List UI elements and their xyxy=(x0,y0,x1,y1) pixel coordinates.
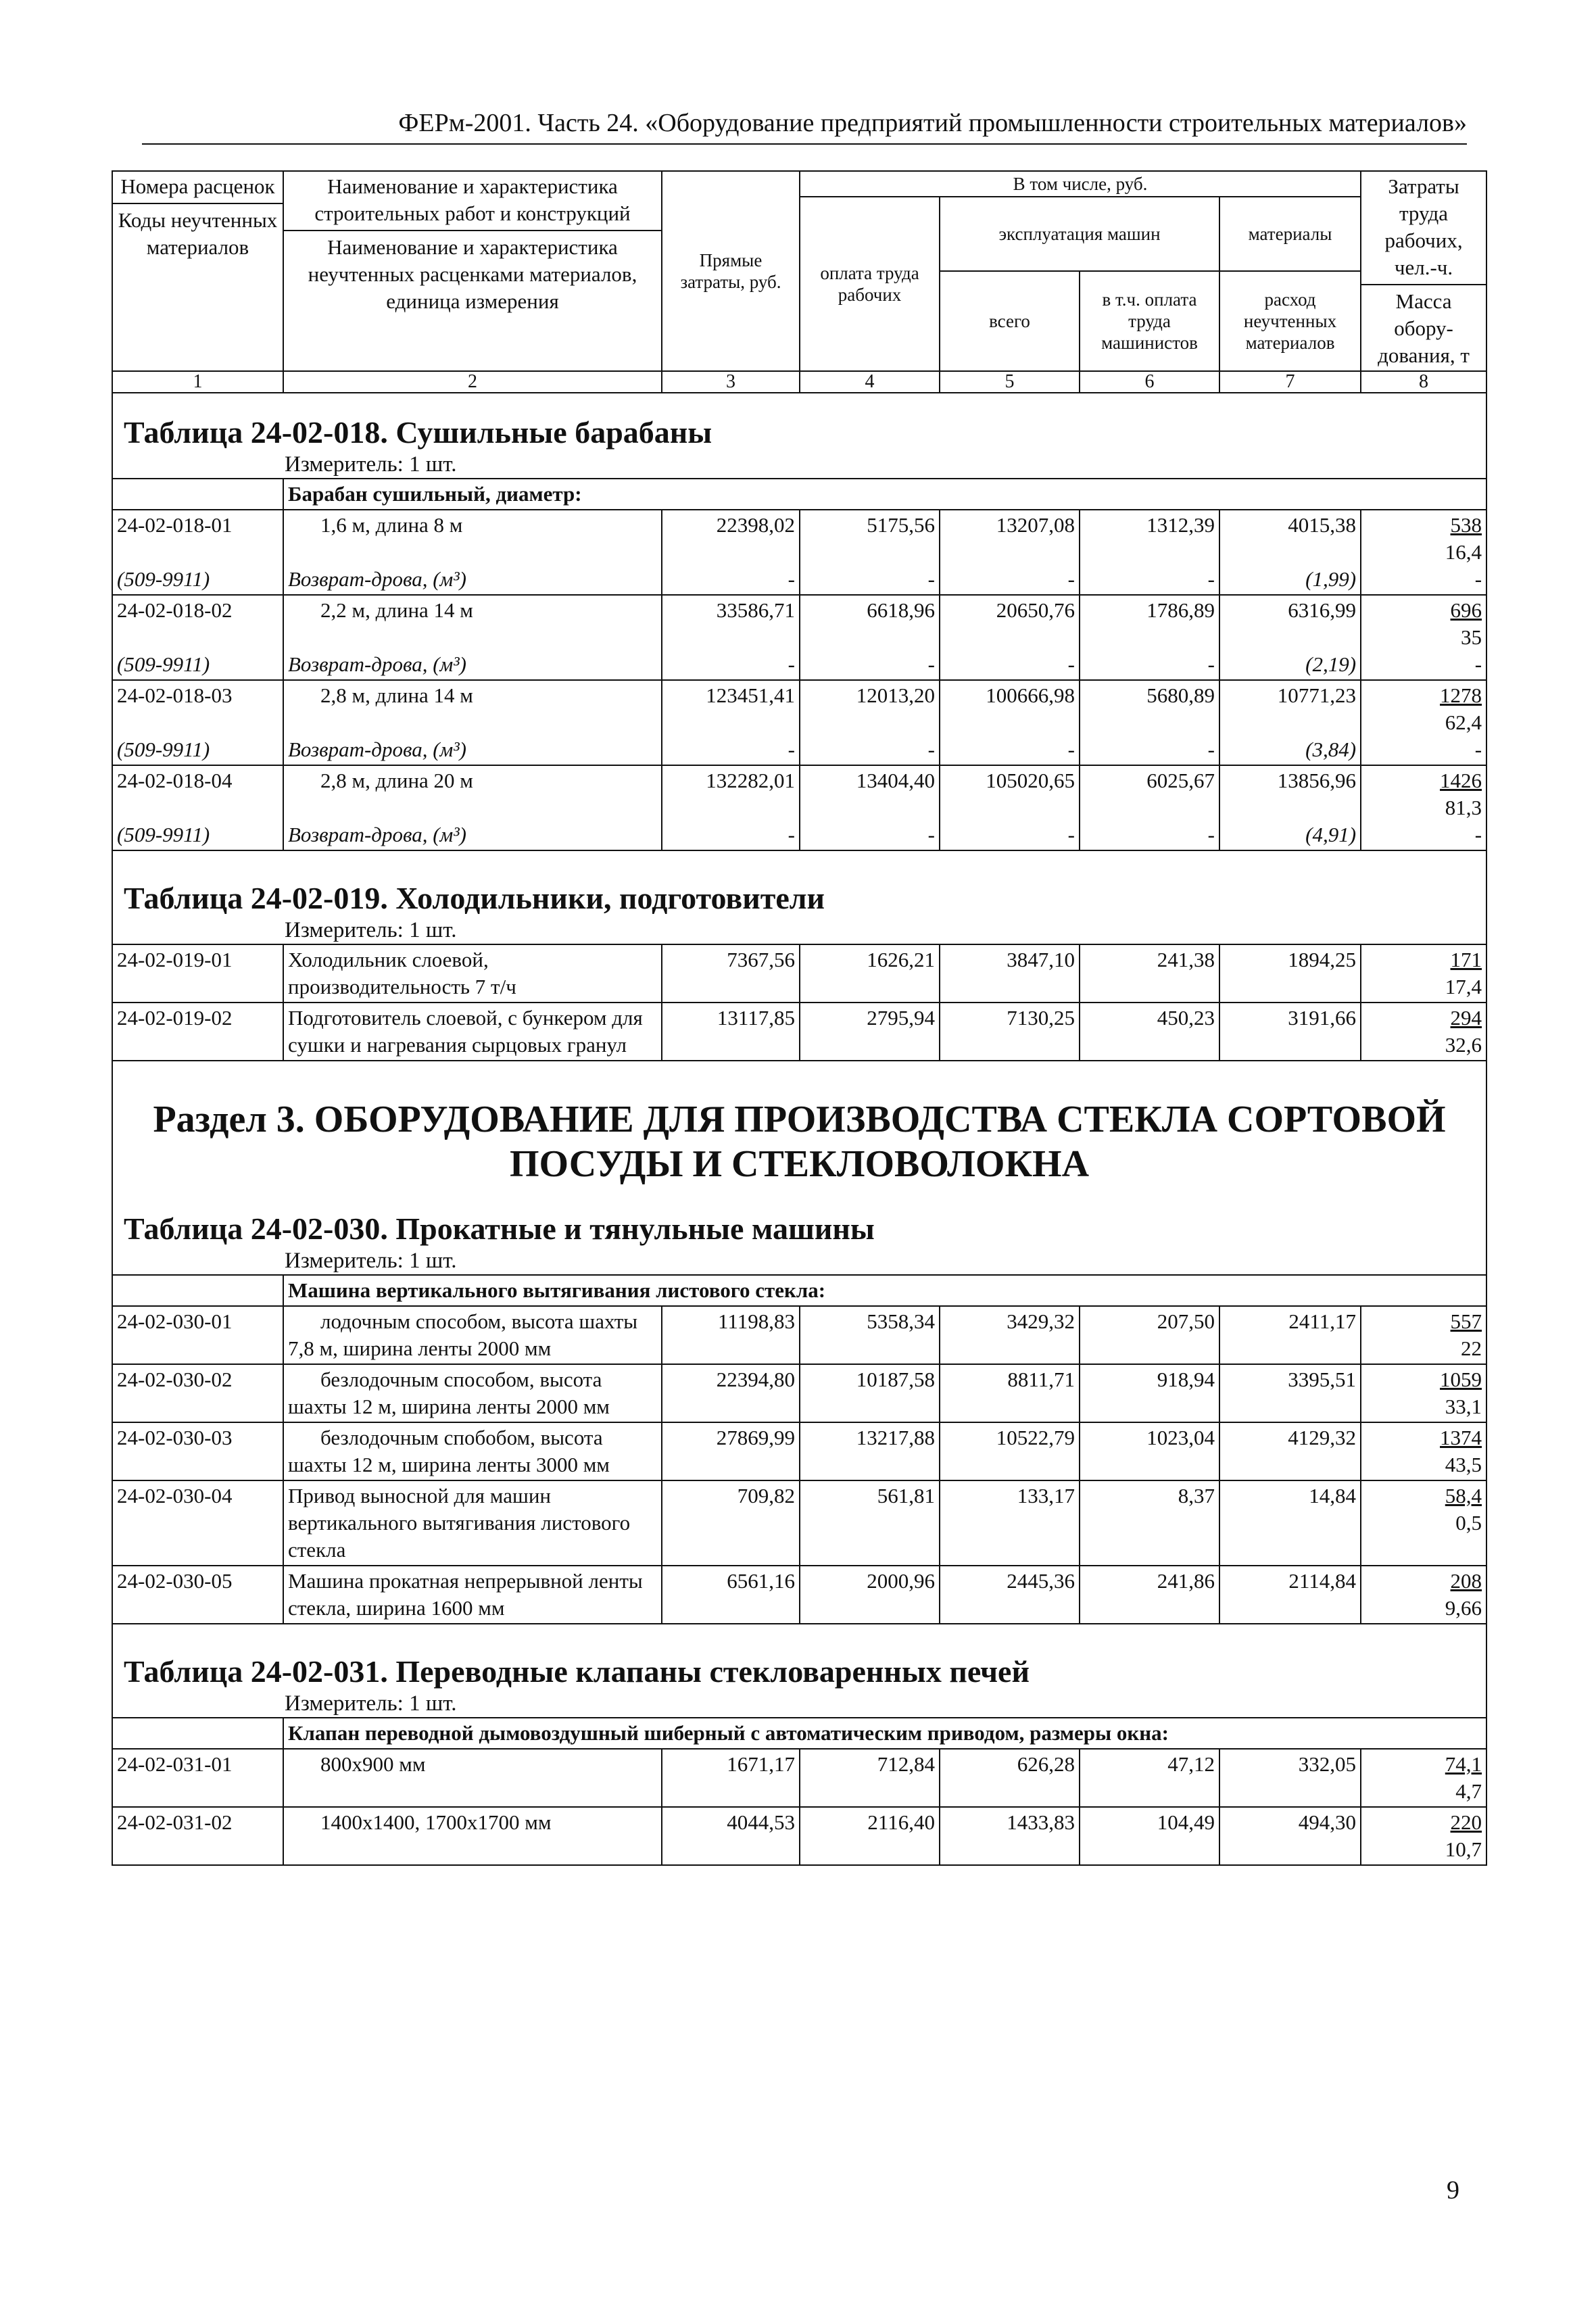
labor-pay: 561,81 xyxy=(800,1480,940,1566)
work-name: Подготовитель слоевой, с бункером для сушки и нагревания сырцовых гранул xyxy=(283,1003,662,1061)
labor-hours-and-mass: 208 9,66 xyxy=(1361,1566,1486,1624)
work-name: Машина прокатная непрерывной ленты стекла, ширина 1600 мм xyxy=(283,1566,662,1624)
col-header-1-top: Номера расценок xyxy=(113,172,283,204)
work-name: 1,6 м, длина 8 м Возврат-дрова, (м³) xyxy=(283,510,662,595)
machine-operators-pay: 241,38 xyxy=(1080,944,1219,1003)
table-title: Таблица 24-02-018. Сушильные барабаны xyxy=(124,415,712,450)
rate-code: 24-02-031-02 xyxy=(112,1807,283,1865)
work-name: 2,8 м, длина 14 м Возврат-дрова, (м³) xyxy=(283,680,662,765)
rates-table xyxy=(112,170,1487,1866)
col-header-2-top: Наименование и характеристика строительных работ и конструкций xyxy=(284,172,661,231)
machine-operators-pay: 241,86 xyxy=(1080,1566,1219,1624)
group-heading: Барабан сушильный, диаметр: xyxy=(283,479,1486,510)
labor-pay: 10187,58 xyxy=(800,1364,940,1422)
labor-hours-and-mass: 74,1 4,7 xyxy=(1361,1749,1486,1807)
materials: 3395,51 xyxy=(1219,1364,1361,1422)
materials: 2411,17 xyxy=(1219,1306,1361,1364)
col-header-labor: оплата труда рабочих xyxy=(800,197,940,371)
labor-pay: 13217,88 xyxy=(800,1422,940,1480)
work-name: безлодочным способом, высота шахты 12 м, ширина ленты 2000 мм xyxy=(283,1364,662,1422)
labor-pay: 712,84 xyxy=(800,1749,940,1807)
machine-operators-pay: 207,50 xyxy=(1080,1306,1219,1364)
materials: 1894,25 xyxy=(1219,944,1361,1003)
work-name: 1400х1400, 1700х1700 мм xyxy=(283,1807,662,1865)
material-code: (509-9911) xyxy=(117,652,210,676)
col-header-2-bottom: Наименование и характеристика неучтенных расценками материалов, единица измерения xyxy=(308,235,637,313)
labor-hours-and-mass: 1426 81,3 - xyxy=(1361,765,1486,850)
machine-operators-pay: 1786,89 - xyxy=(1080,595,1219,680)
table-row xyxy=(112,680,1486,765)
direct-costs: 132282,01 - xyxy=(662,765,800,850)
machines-total: 7130,25 xyxy=(940,1003,1080,1061)
materials: 14,84 xyxy=(1219,1480,1361,1566)
rate-code: 24-02-030-05 xyxy=(112,1566,283,1624)
section-heading-line-1: Раздел 3. ОБОРУДОВАНИЕ ДЛЯ ПРОИЗВОДСТВА СТЕКЛА СОРТОВОЙ xyxy=(153,1099,1446,1140)
labor-hours-and-mass: 1278 62,4 - xyxy=(1361,680,1486,765)
rate-code: 24-02-019-01 xyxy=(112,944,283,1003)
material-code: (509-9911) xyxy=(117,567,210,591)
rate-code: 24-02-031-01 xyxy=(112,1749,283,1807)
machines-total: 133,17 xyxy=(940,1480,1080,1566)
col-header-8-top: Затраты труда рабочих, чел.-ч. xyxy=(1361,172,1486,285)
col-number: 6 xyxy=(1080,371,1219,393)
material-name: Возврат-дрова, (м³) xyxy=(288,567,466,591)
labor-pay: 2116,40 xyxy=(800,1807,940,1865)
table-row xyxy=(112,1566,1486,1624)
machines-total: 10522,79 xyxy=(940,1422,1080,1480)
col-number: 4 xyxy=(800,371,940,393)
col-number: 1 xyxy=(112,371,283,393)
table-row xyxy=(112,510,1486,595)
labor-hours-and-mass: 538 16,4 - xyxy=(1361,510,1486,595)
rate-code: 24-02-019-02 xyxy=(112,1003,283,1061)
col-header-machine-operators: в т.ч. оплата труда машинистов xyxy=(1080,271,1219,371)
labor-hours-and-mass: 294 32,6 xyxy=(1361,1003,1486,1061)
materials: 4129,32 xyxy=(1219,1422,1361,1480)
section-heading-line-2: ПОСУДЫ И СТЕКЛОВОЛОКНА xyxy=(509,1143,1090,1185)
direct-costs: 7367,56 xyxy=(662,944,800,1003)
col-header-materials: материалы xyxy=(1219,197,1361,271)
machine-operators-pay: 1023,04 xyxy=(1080,1422,1219,1480)
col-header-direct-costs: Прямые затраты, руб. xyxy=(662,171,800,371)
rate-code: 24-02-030-02 xyxy=(112,1364,283,1422)
labor-pay: 1626,21 xyxy=(800,944,940,1003)
rate-code: 24-02-030-03 xyxy=(112,1422,283,1480)
labor-pay: 12013,20 - xyxy=(800,680,940,765)
page-number: 9 xyxy=(1447,2176,1459,2204)
table-row xyxy=(112,1422,1486,1480)
materials: 13856,96 (4,91) xyxy=(1219,765,1361,850)
materials: 2114,84 xyxy=(1219,1566,1361,1624)
labor-pay: 5358,34 xyxy=(800,1306,940,1364)
direct-costs: 22398,02 - xyxy=(662,510,800,595)
material-name: Возврат-дрова, (м³) xyxy=(288,652,466,676)
labor-pay: 2795,94 xyxy=(800,1003,940,1061)
col-header-unaccounted-materials: расход неучтенных материалов xyxy=(1219,271,1361,371)
rate-code: 24-02-018-03 (509-9911) xyxy=(112,680,283,765)
table-measure-unit: Измеритель: 1 шт. xyxy=(285,452,457,477)
machines-total: 13207,08 - xyxy=(940,510,1080,595)
rate-code: 24-02-030-01 xyxy=(112,1306,283,1364)
col-number: 8 xyxy=(1361,371,1486,393)
table-row xyxy=(112,1003,1486,1061)
machines-total: 626,28 xyxy=(940,1749,1080,1807)
direct-costs: 4044,53 xyxy=(662,1807,800,1865)
material-name: Возврат-дрова, (м³) xyxy=(288,823,466,846)
direct-costs: 709,82 xyxy=(662,1480,800,1566)
direct-costs: 27869,99 xyxy=(662,1422,800,1480)
machines-total: 100666,98 - xyxy=(940,680,1080,765)
table-row xyxy=(112,1807,1486,1865)
machines-total: 1433,83 xyxy=(940,1807,1080,1865)
direct-costs: 123451,41 - xyxy=(662,680,800,765)
material-code: (509-9911) xyxy=(117,823,210,846)
machines-total: 105020,65 - xyxy=(940,765,1080,850)
materials: 4015,38 (1,99) xyxy=(1219,510,1361,595)
table-title: Таблица 24-02-019. Холодильники, подготовители xyxy=(124,881,825,915)
machine-operators-pay: 47,12 xyxy=(1080,1749,1219,1807)
page-header: ФЕРм-2001. Часть 24. «Оборудование предприятий промышленности строительных материалов» xyxy=(398,109,1467,137)
labor-hours-and-mass: 58,4 0,5 xyxy=(1361,1480,1486,1566)
direct-costs: 11198,83 xyxy=(662,1306,800,1364)
work-name: Холодильник слоевой, производительность 7 т/ч xyxy=(283,944,662,1003)
machine-operators-pay: 104,49 xyxy=(1080,1807,1219,1865)
direct-costs: 22394,80 xyxy=(662,1364,800,1422)
material-name: Возврат-дрова, (м³) xyxy=(288,738,466,761)
header-rule xyxy=(142,143,1467,145)
table-title: Таблица 24-02-030. Прокатные и тянульные машины xyxy=(124,1211,875,1246)
table-row xyxy=(112,595,1486,680)
machine-operators-pay: 1312,39 - xyxy=(1080,510,1219,595)
table-row xyxy=(112,1306,1486,1364)
machine-operators-pay: 918,94 xyxy=(1080,1364,1219,1422)
col-number: 3 xyxy=(662,371,800,393)
labor-hours-and-mass: 696 35 - xyxy=(1361,595,1486,680)
work-name: Привод выносной для машин вертикального вытягивания листового стекла xyxy=(283,1480,662,1566)
rate-code: 24-02-018-01 (509-9911) xyxy=(112,510,283,595)
machine-operators-pay: 8,37 xyxy=(1080,1480,1219,1566)
materials: 494,30 xyxy=(1219,1807,1361,1865)
machines-total: 8811,71 xyxy=(940,1364,1080,1422)
col-number: 5 xyxy=(940,371,1080,393)
col-header-1-bottom: Коды неучтенных материалов xyxy=(118,208,278,259)
machine-operators-pay: 450,23 xyxy=(1080,1003,1219,1061)
empty-cell xyxy=(112,1275,283,1306)
labor-hours-and-mass: 1374 43,5 xyxy=(1361,1422,1486,1480)
col-header-8 xyxy=(1361,171,1486,371)
col-number: 2 xyxy=(283,371,662,393)
col-header-including: В том числе, руб. xyxy=(800,171,1361,197)
labor-pay: 13404,40 - xyxy=(800,765,940,850)
direct-costs: 13117,85 xyxy=(662,1003,800,1061)
work-name: безлодочным спобобом, высота шахты 12 м, ширина ленты 3000 мм xyxy=(283,1422,662,1480)
table-measure-unit: Измеритель: 1 шт. xyxy=(285,918,457,942)
col-number: 7 xyxy=(1219,371,1361,393)
table-row xyxy=(112,944,1486,1003)
direct-costs: 6561,16 xyxy=(662,1566,800,1624)
rate-code: 24-02-018-04 (509-9911) xyxy=(112,765,283,850)
work-name: лодочным способом, высота шахты 7,8 м, ширина ленты 2000 мм xyxy=(283,1306,662,1364)
labor-pay: 2000,96 xyxy=(800,1566,940,1624)
materials: 10771,23 (3,84) xyxy=(1219,680,1361,765)
empty-cell xyxy=(112,1718,283,1749)
machines-total: 2445,36 xyxy=(940,1566,1080,1624)
material-code: (509-9911) xyxy=(117,738,210,761)
machines-total: 3429,32 xyxy=(940,1306,1080,1364)
labor-hours-and-mass: 171 17,4 xyxy=(1361,944,1486,1003)
labor-hours-and-mass: 1059 33,1 xyxy=(1361,1364,1486,1422)
col-header-1 xyxy=(112,171,283,371)
direct-costs: 1671,17 xyxy=(662,1749,800,1807)
col-header-2 xyxy=(283,171,662,371)
table-measure-unit: Измеритель: 1 шт. xyxy=(285,1691,457,1716)
machine-operators-pay: 6025,67 - xyxy=(1080,765,1219,850)
table-row xyxy=(112,1364,1486,1422)
labor-pay: 5175,56 - xyxy=(800,510,940,595)
col-header-machines-total: всего xyxy=(940,271,1080,371)
table-row xyxy=(112,765,1486,850)
group-heading: Клапан переводной дымовоздушный шиберный с автоматическим приводом, размеры окна: xyxy=(283,1718,1486,1749)
rate-code: 24-02-030-04 xyxy=(112,1480,283,1566)
table-row xyxy=(112,1749,1486,1807)
labor-hours-and-mass: 557 22 xyxy=(1361,1306,1486,1364)
labor-hours-and-mass: 220 10,7 xyxy=(1361,1807,1486,1865)
table-row xyxy=(112,1480,1486,1566)
empty-cell xyxy=(112,479,283,510)
col-header-machines: эксплуатация машин xyxy=(940,197,1219,271)
work-name: 2,8 м, длина 20 м Возврат-дрова, (м³) xyxy=(283,765,662,850)
labor-pay: 6618,96 - xyxy=(800,595,940,680)
machine-operators-pay: 5680,89 - xyxy=(1080,680,1219,765)
table-measure-unit: Измеритель: 1 шт. xyxy=(285,1249,457,1273)
direct-costs: 33586,71 - xyxy=(662,595,800,680)
materials: 3191,66 xyxy=(1219,1003,1361,1061)
machines-total: 3847,10 xyxy=(940,944,1080,1003)
group-heading: Машина вертикального вытягивания листового стекла: xyxy=(283,1275,1486,1306)
machines-total: 20650,76 - xyxy=(940,595,1080,680)
materials: 332,05 xyxy=(1219,1749,1361,1807)
work-name: 2,2 м, длина 14 м Возврат-дрова, (м³) xyxy=(283,595,662,680)
table-title: Таблица 24-02-031. Переводные клапаны стекловаренных печей xyxy=(124,1654,1030,1689)
work-name: 800х900 мм xyxy=(283,1749,662,1807)
col-header-8-bottom: Масса обору-дования, т xyxy=(1378,289,1470,367)
rate-code: 24-02-018-02 (509-9911) xyxy=(112,595,283,680)
materials: 6316,99 (2,19) xyxy=(1219,595,1361,680)
